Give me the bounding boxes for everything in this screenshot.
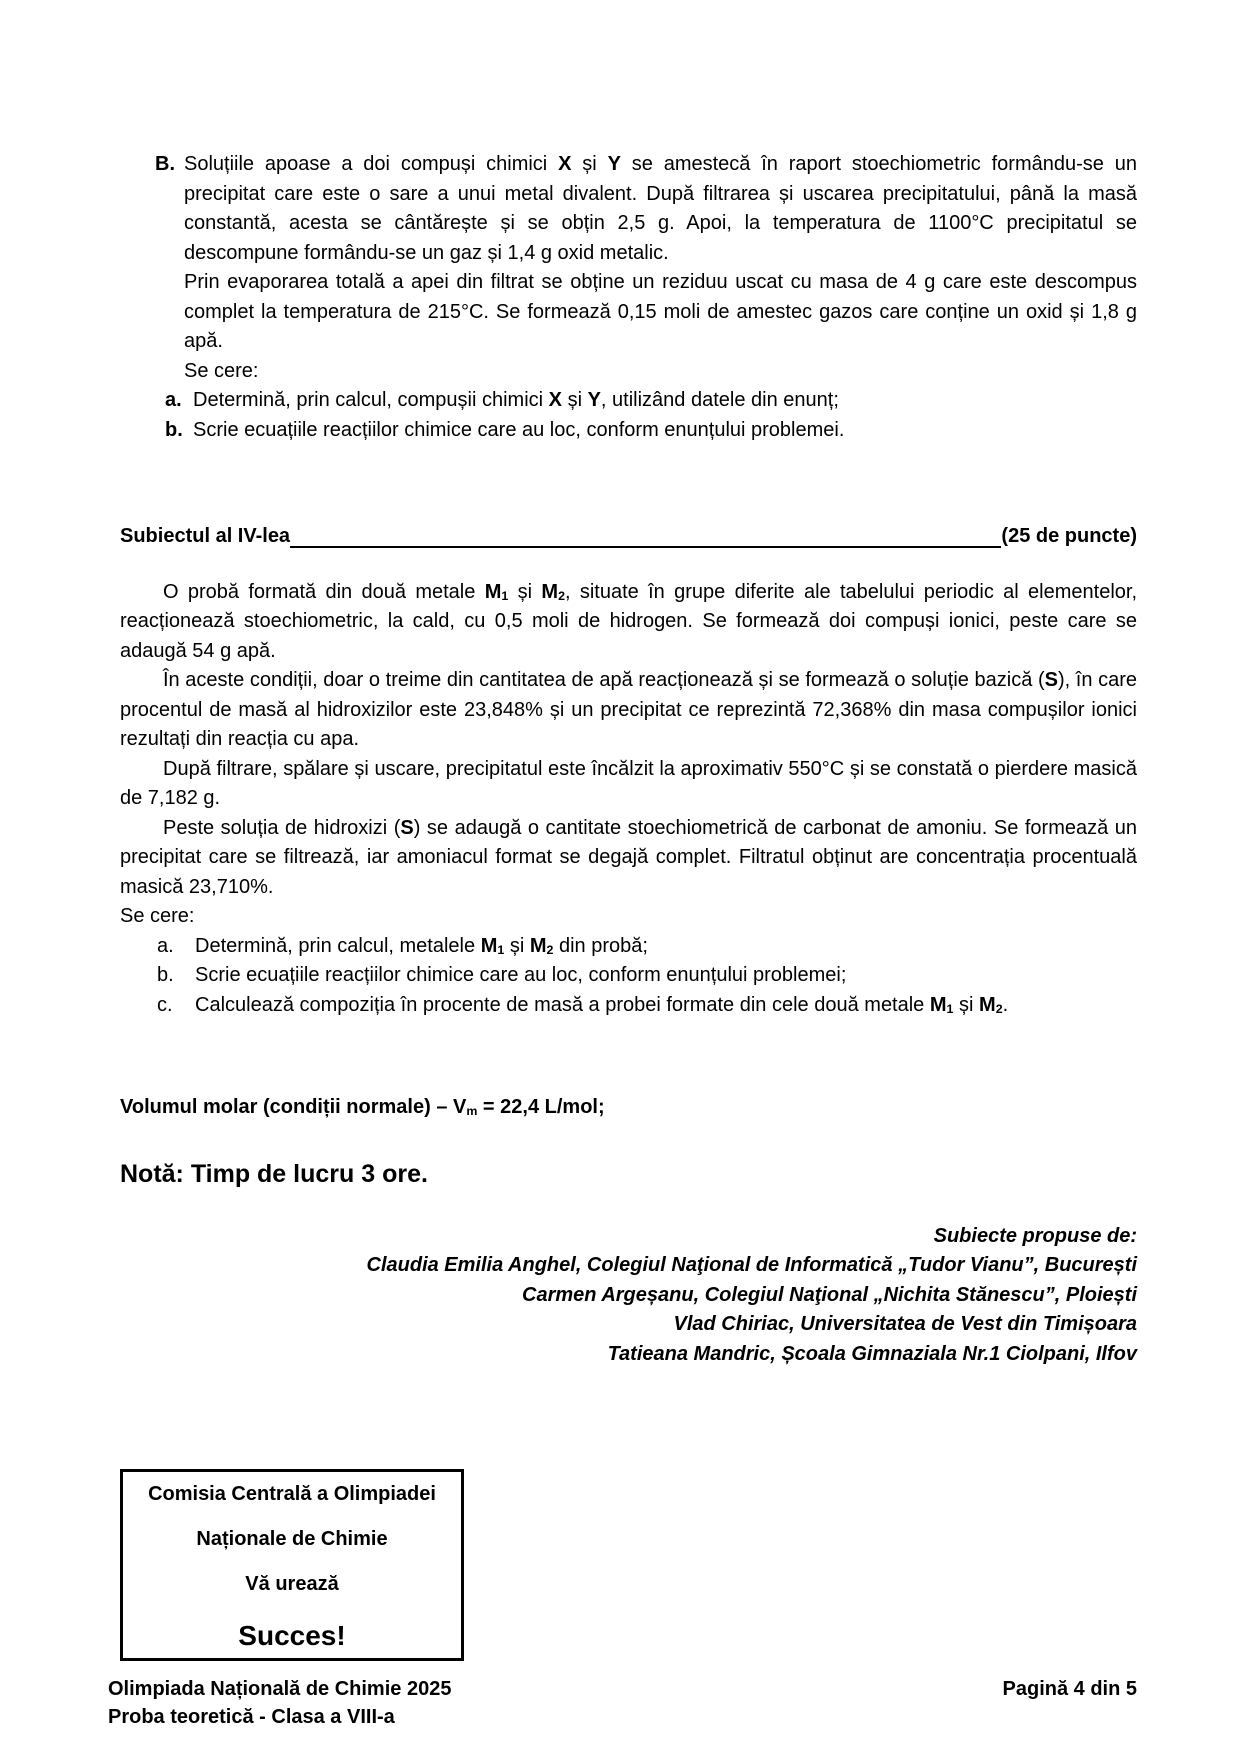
section-b-paragraph-2: Prin evaporarea totală a apei din filtrat se obține un reziduu uscat cu masa de 4 g care este descompus complet la temperatura de 215°C. Se formează 0,15 moli de amestec gazos care conține un oxid și 1,8 g apă. [184,271,1137,352]
commission-line: Naționale de Chimie [196,1528,388,1550]
time-note: Notă: Timp de lucru 3 ore. [120,1159,428,1188]
subject4-task-list [157,932,1137,1021]
subject4-paragraph-4: Peste soluția de hidroxizi (S) se adaugă o cantitate stoechiometrică de carbonat de amoniu. Se formează un precipitat care se filtrează, iar amoniacul format se degajă complet. Filtratul obținut are concentrația procentuală masică 23,710%. [120,816,1138,898]
commission-success-line: Succes! [238,1620,346,1651]
commission-line: Vă urează [245,1573,339,1595]
subject4-paragraph-1: O probă formată din două metale $M_1$ și $M_2$, situate în grupe diferite ale tabelului periodic al elementelor, reacționează stoechiometric, la cald, cu 0,5 moli de hidrogen. Se formează doi compuși ionici, peste care se adaugă 54 g apă. [120,580,1138,662]
list-item-text: Calculează compoziția în procente de masă a probei formate din cele două metale $M_1$ și $M_2$. [195,993,1009,1016]
list-item [157,961,1137,991]
credit-author: Carmen Argeșanu, Colegiul Naţional „Nichita Stănescu”, Ploiești [522,1283,1137,1306]
section-b-body [184,150,1137,386]
credit-author: Tatieana Mandric, Școala Gimnaziala Nr.1 Ciolpani, Ilfov [607,1342,1137,1365]
subject4-paragraph-2: În aceste condiții, doar o treime din cantitatea de apă reacționează și se formează o soluție bazică (S), în care procentul de masă al hidroxizilor este 23,848% și un precipitat ce reprezintă 72,368% din masa compușilor ionici rezultați din reacția cu apa. [120,669,1137,750]
list-item [157,991,1137,1021]
subject4-heading: Subiectul al IV-lea [120,525,291,547]
page-footer [108,1676,1137,1731]
section-b [120,150,1137,386]
footer-page-number: Pagină 4 din 5 [1002,1678,1137,1700]
list-item [165,386,1137,416]
section-b-task-list [165,386,1137,445]
commission-line: Comisia Centrală a Olimpiadei [148,1483,436,1505]
credits-block [120,1222,1137,1370]
list-item-text: Determină, prin calcul, metalele $M_1$ și $M_2$ din probă; [195,934,648,957]
heading-underline [290,522,1001,548]
section-b-label: B. [155,153,175,175]
subject4-heading-row [120,522,1137,552]
subject4-paragraph-3: După filtrare, spălare și uscare, precipitatul este încălzit la aproximativ 550°C și se constată o pierdere masică de 7,182 g. [120,757,1137,809]
list-item-text: Scrie ecuațiile reacțiilor chimice care au loc, conform enunțului problemei. [193,418,845,441]
footer-title: Olimpiada Națională de Chimie 2025 [108,1678,452,1700]
list-item-text: Scrie ecuațiile reacțiilor chimice care au loc, conform enunțului problemei; [195,964,847,986]
credit-author: Claudia Emilia Anghel, Colegiul Naţional de Informatică „Tudor Vianu”, București [366,1254,1137,1276]
list-item-text: Determină, prin calcul, compușii chimici X și Y, utilizând datele din enunț; [193,389,839,411]
list-item-label: b. [157,964,174,986]
subject4-se-cere: Se cere: [120,905,195,927]
list-item [157,932,1137,962]
commission-box [120,1469,464,1661]
credits-title: Subiecte propuse de: [933,1224,1137,1247]
page-content [120,150,1137,1661]
credit-author: Vlad Chiriac, Universitatea de Vest din Timișoara [673,1313,1137,1335]
list-item-label: a. [157,934,174,957]
list-item-label: c. [157,993,173,1016]
molar-volume-line: Volumul molar (condiții normale) – $V_m = 22,4$ L/mol; [120,1096,605,1119]
footer-left [108,1676,451,1731]
list-item-label: b. [165,418,183,441]
subject4-points: (25 de puncte) [1001,525,1137,547]
list-item [165,416,1137,446]
section-b-se-cere: Se cere: [184,359,259,382]
footer-subtitle: Proba teoretică - Clasa a VIII-a [108,1705,395,1728]
list-item-label: a. [165,389,182,411]
section-b-paragraph-1: Soluțiile apoase a doi compuși chimici X și Y se amestecă în raport stoechiometric formându-se un precipitat care este o sare a unui metal divalent. După filtrarea și uscarea precipitatului, până la masă constantă, acesta se cântărește și se obțin 2,5 g. Apoi, la temperatura de 1100°C precipitatul se descompune formându-se un gaz și 1,4 g oxid metalic. [184,153,1137,264]
